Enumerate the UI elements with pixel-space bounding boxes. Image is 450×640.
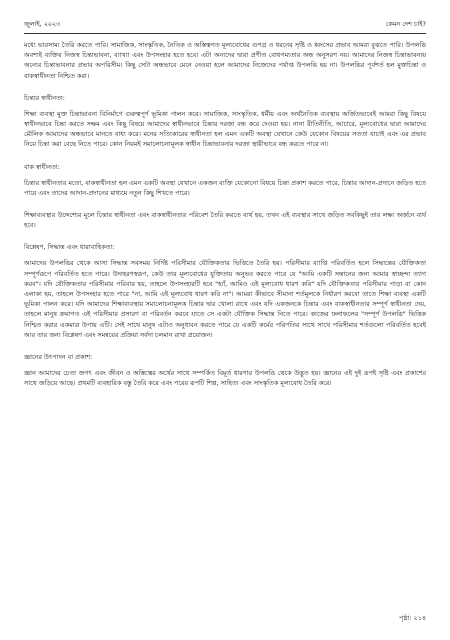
freedom-of-thought-paragraph: শিক্ষা ব্যবস্থা মুক্ত চিন্তাভাবনা বিনির্মাণে গুরুত্বপূর্ণ ভূমিকা পালন করে। সামাজিক, সাংস্কৃতিক, ধর্মীয় এবং অর্থনৈতিক ব্যবস্থায় অর্জিতভাবেই আমরা কিছু বিষয়ে স্বাধীনভাবে চিন্তা করতে সক্ষম এবং কিছু বিষয়ে আমাদের স্বাধীনভাবে চিন্তার দরজা বন্ধ করে দেওয়া হয়। নানা রীতিনীতি, আচারে, মূল্যবোধের দ্বারা আমাদের মৌলিক আমাদের অন্ধভাবে মানতে বাধ্য করে। মনের সত্যিকারের স্বাধীনতা হল এমন একটি অবস্থা যেখানে কেউ যেকোন বিষয়ের সততা যাচাই এবং এর প্রভাব নিয়ে চিন্তা করা বেছে নিতে পারে। কোন নিয়মই সমালোচনামূলক স্বাধীন চিন্তাভাবনার দরজা স্থায়ীভাবে বন্ধ করতে পারে না। xyxy=(24,109,426,149)
section-heading-analysis: বিশ্লেষণ, সিদ্ধান্ত এবং ধারাবাহিকতা: xyxy=(24,243,115,252)
page-header xyxy=(24,14,426,30)
intro-paragraph: মধ্যে ভারসাম্য তৈরি করতে পারি। সামাজিক, সাংস্কৃতিক, নৈতিক ও অস্তিত্বগত মূল্যবোধের গুণগ্র ও ধরনের সৃষ্টি ও ধ্বংসের প্রভাব আমরা বুঝতে পারি। উপলব্ধি অবশ্যই ব্যক্তির নিজস্ব চিন্তাভাবনা, ব্যাখ্যা এবং উপসংহার হতে হবে। এটা অন্যদের দ্বারা প্রণীত বোধগম্যতার অন্ধ অনুসরণ নয়। আমাদের নিজস্ব চিন্তাভাবনায় অন্যের চিন্তাভাবনার প্রভাব অপরিসীম। কিছু সেটা অন্ধভাবে মেনে নেওয়া হলে আমাদের নিজেদের পর্যাপ্ত উপলব্ধি হয় না। উপলব্ধির পূর্বশর্ত হল মুক্তচিন্তা ও বাকস্বাধীনতা নিশ্চিত করা। xyxy=(24,41,426,80)
freedom-of-speech-paragraph: চিন্তার স্বাধীনতার মতো, বাকস্বাধীনতা হল এমন একটি অবস্থা যেখানে একজন ব্যক্তি যেকোনো বিষয়ে চিন্তা প্রকাশ করতে পারে, চিন্তার আদান-প্রদানে জড়িত হতে পারে এবং তাদের আদান-প্রদানের মাধ্যমে নতুন কিছু শিখতে পারে। xyxy=(24,178,426,197)
analysis-paragraph: আমাদের উপলব্ধির থেকে আসা সিদ্ধান্ত সবসময় নির্দিষ্ট পরিসীমার যৌক্তিকতার ভিত্তিতে তৈরি হয়। পরিসীমার ব্যাপ্তি পরিবর্তিত হলে সিদ্ধান্তের যৌক্তিকতা সম্পূর্ণরূপে পরিবর্তিত হতে পারে। উদাহরণস্বরূপ, কেউ তার মূল্যবোধের যুক্তিতায় অনুভব করতে পারে যে "আমি একটি সন্তানের জন্য আমার স্বাচ্ছন্দ্য ত্যাগ করব"। যদি যৌক্তিকতার পরিসীমার পরিবার হয়, তাহলে উপসংহারটি হবে "হ্যাঁ, আমিও এই মূল্যবোধ ধারণ করি" যদি যৌক্তিকতার পরিসীমার পাড়া বা কোন এলাকা হয়, তাহলে উপসংহার হতে পারে "না, আমি এই মূল্যবোধ ধারণ করি না"। আমরা কীভাবে সীমানা শর্তমূলকে নির্ধারণ করবো তাতে শিক্ষা ব্যবস্থা একটি ভূমিকা পালন করে। যদি আমাদের শিক্ষাব্যবস্থায় সমালোচনামূলক চিন্তার দ্বার খোলা রাখে এবং যদি একজনকে চিন্তার এবং বাকস্বাধীনতার সম্পূর্ণ স্বাধীনতা দেয়, তাহলে মানুষ ক্রমাগত এই পরিসীমার প্রসারণ বা পরিবর্তন করবে যাতে সে একটা যৌক্তিক সিদ্ধান্ত নিতে পারে। কাজের ফলাফলের "সম্পূর্ণ উপলব্ধি" ভিত্তিক নিশ্চিত করার একমাত্র উপায় এটি। সেই সাথে মানুষ এটাও অনুধাবন করতে পারে যে একটি কর্মের পরিণতির সাথে সাথে পরিসীমার শর্তগুলো পরিবর্তিত হবেই আর তার জন্য বিশ্লেষণ এবং সমন্বয়ের প্রক্রিয়া সর্বদা চলমান রাখা প্রয়োজন। xyxy=(24,259,426,339)
section-heading-freedom-of-speech: বাক স্বাধীনতা: xyxy=(24,162,60,171)
section-heading-freedom-of-thought: চিন্তার স্বাধীনতা: xyxy=(24,93,65,102)
education-goal-paragraph: শিক্ষাব্যবস্থার উদ্দেশ্যের মূলে চিন্তার স্বাধীনতা এবং বাকস্বাধীনতার পরিবেশ তৈরি করতে ব্যর্থ হয়, তখন এই ব্যবস্থার সাথে জড়িত সবকিছুই তার লক্ষ্য অর্জনে ব্যর্থ হবে। xyxy=(24,211,426,230)
journal-title: কেমন দেশ চাই? xyxy=(385,20,426,28)
knowledge-paragraph: জ্ঞান আমাদের চেতা জগৎ এবং জীবন ও অস্তিত্বের অর্থের সাথে সম্পর্কিত বিমূর্ত ধারণার উপলব্ধি থেকে উদ্ভূত হয়। জ্ঞানের এই দুই রূপই সৃষ্টি এবং প্রকাশের সাথে জড়িয়ে আছে। প্রথমটি ব্যবহারিক বস্তু তৈরি করে এবং পরের রূপটি শিল্প, সাহিত্য এবং সাংস্কৃতিক মূল্যবোধ তৈরি করে। xyxy=(24,369,426,388)
article-body xyxy=(24,40,426,400)
header-divider xyxy=(24,33,426,34)
section-heading-knowledge: জ্ঞানের উৎপাদন বা প্রকাশ: xyxy=(24,353,93,362)
page-number: পৃষ্ঠা: ২১৪ xyxy=(399,614,426,622)
issue-date: জুলাই, ২০২৩ xyxy=(24,20,61,28)
